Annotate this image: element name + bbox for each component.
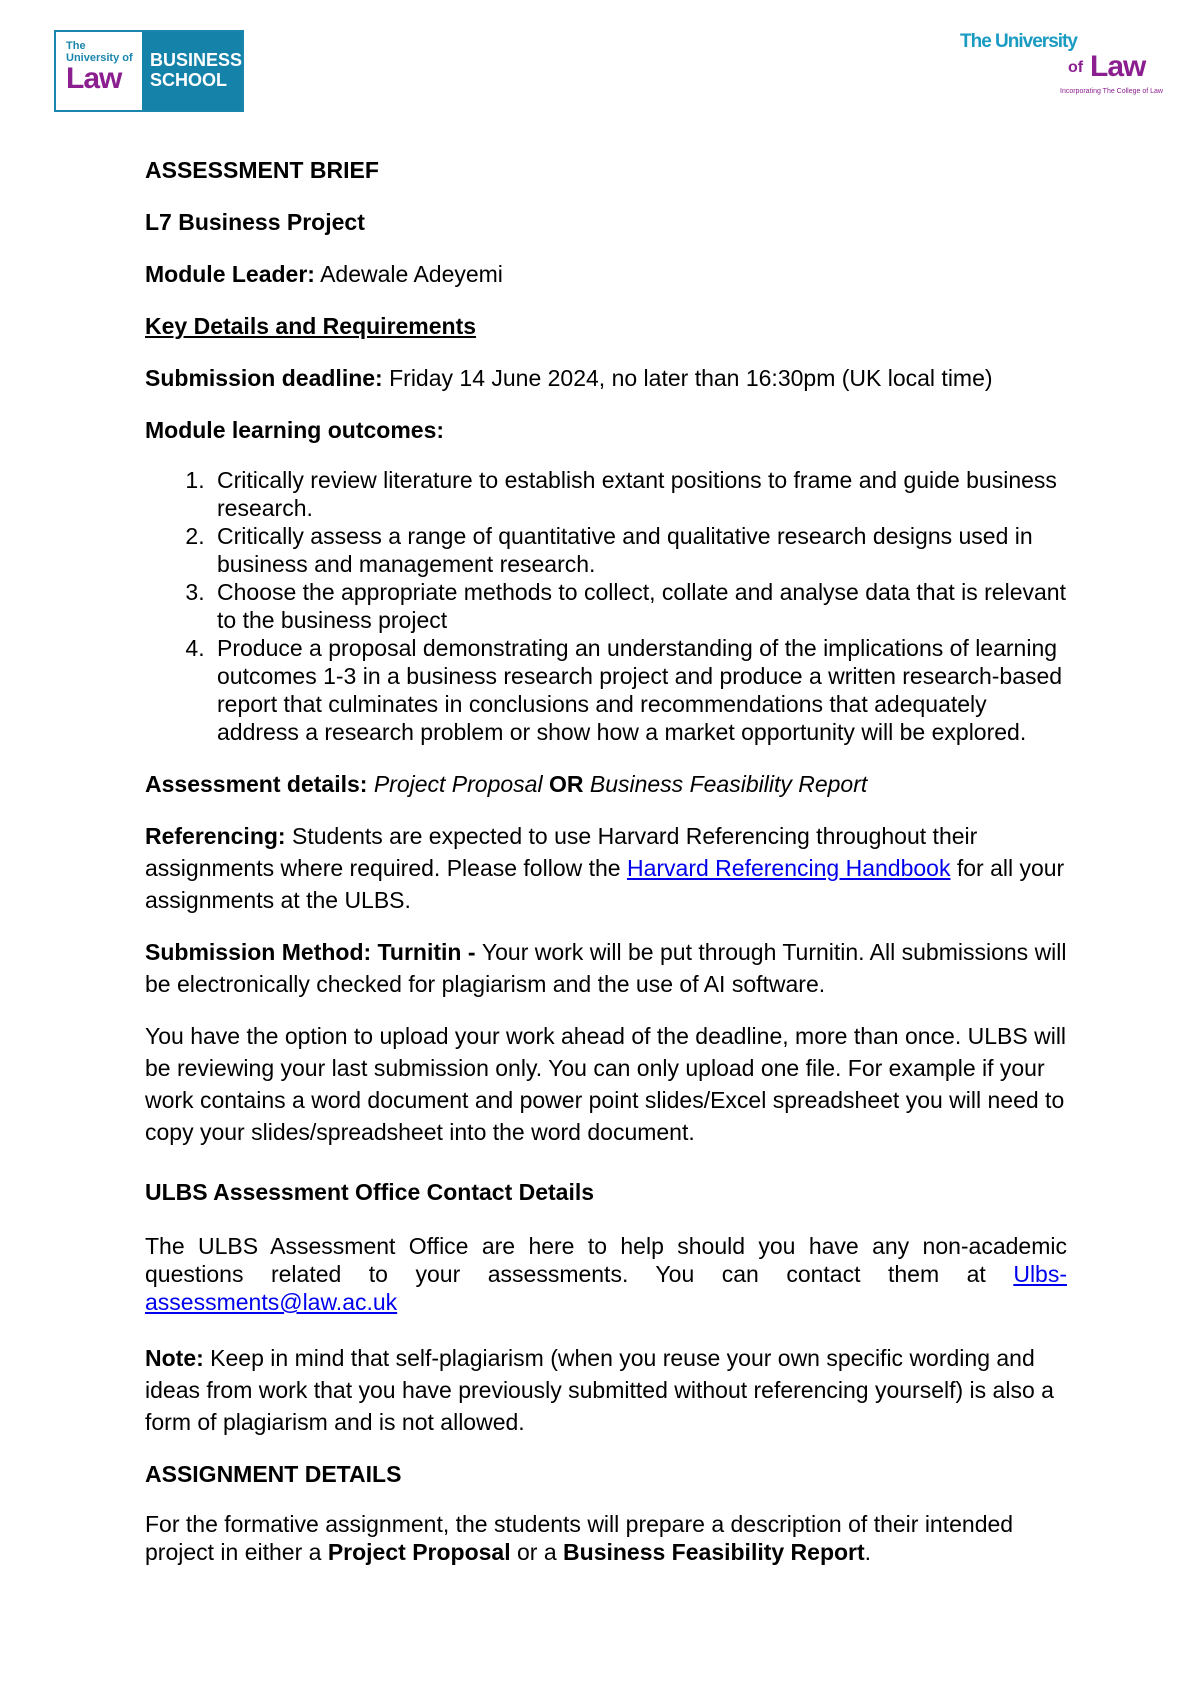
logo-text: The — [66, 40, 86, 52]
option: Business Feasibility Report — [589, 771, 868, 797]
upload-option: You have the option to upload your work ahead of the deadline, more than once. ULBS will be reviewing your last submission only. You can only upload one file. For example if your work contains a word document and power point slides/Excel spreadsheet you will need to copy your slides/spreadsheet into the word document. — [145, 1023, 1067, 1145]
assignment-text — [145, 1510, 1067, 1566]
assessment-details — [145, 768, 1067, 800]
office-contact — [145, 1232, 1067, 1316]
submission-method — [145, 936, 1067, 1000]
assignment-heading: ASSIGNMENT DETAILS — [145, 1461, 402, 1487]
label: Submission Method: Turnitin - — [145, 939, 482, 965]
list-item: 4. Produce a proposal demonstrating an understanding of the implications of learning outcomes 1-3 in a business research project and produce a written research-based report that culminates in conclusions and recommendations that adequately address a research problem or show how a market opportunity will be explored. — [211, 634, 1067, 746]
text: for all your assignments at the ULBS. — [145, 855, 1065, 913]
email-link[interactable]: Ulbs-assessments@law.ac.uk — [145, 1261, 1067, 1315]
key-details-heading: Key Details and Requirements — [145, 313, 477, 339]
label: Submission deadline: — [145, 365, 383, 391]
option: Business Feasibility Report — [563, 1539, 865, 1565]
text: For the formative assignment, the students will prepare a description of their intended project in either a — [145, 1511, 1014, 1565]
office-heading: ULBS Assessment Office Contact Details — [145, 1179, 595, 1205]
logo-text: The University — [960, 31, 1077, 52]
logo-text: BUSINESS — [149, 50, 242, 70]
module-leader — [145, 258, 1067, 290]
option: Project Proposal — [373, 771, 543, 797]
logo-text: Law — [66, 62, 122, 95]
list-item: 2. Critically assess a range of quantitative and qualitative research designs used in business and management research. — [211, 522, 1067, 578]
text: Your work will be put through Turnitin. All submissions will be electronically checked for plagiarism and the use of AI software. — [145, 939, 1067, 997]
text: . — [864, 1539, 872, 1565]
label: Assessment details: — [145, 771, 368, 797]
label: Note: — [145, 1345, 204, 1371]
logo-text: SCHOOL — [149, 70, 227, 90]
value: Friday 14 June 2024, no later than 16:30pm (UK local time) — [382, 365, 993, 391]
list-item: 1. Critically review literature to establish extant positions to frame and guide business research. — [211, 466, 1067, 522]
text: Keep in mind that self-plagiarism (when you reuse your own specific wording and ideas from work that you have previously submitted without referencing yourself) is also a form of plagiarism and is not allowed. — [145, 1345, 1054, 1435]
text: or a — [510, 1539, 564, 1565]
label: Module Leader: — [145, 261, 315, 287]
option: Project Proposal — [327, 1539, 511, 1565]
submission-deadline — [145, 362, 1067, 394]
logo-text: University of — [66, 52, 133, 64]
text: Students are expected to use Harvard Referencing throughout their assignments where required. Please follow the — [145, 823, 978, 881]
note — [145, 1342, 1067, 1438]
logo-text: of — [1068, 59, 1084, 76]
learning-outcomes-list — [145, 466, 1067, 746]
list-item: 3. Choose the appropriate methods to collect, collate and analyse data that is relevant to the business project — [211, 578, 1067, 634]
value: Adewale Adeyemi — [314, 261, 503, 287]
document-title: ASSESSMENT BRIEF — [145, 157, 379, 183]
learning-outcomes-label: Module learning outcomes: — [145, 417, 445, 443]
text: The ULBS Assessment Office are here to help should you have any non-academic questions related to your assessments. You can contact them at — [145, 1233, 1067, 1287]
module-name: L7 Business Project — [145, 209, 365, 235]
logo-text: Law — [1090, 50, 1146, 83]
logo-tagline: Incorporating The College of Law — [1060, 88, 1163, 95]
referencing — [145, 820, 1067, 916]
label: Referencing: — [145, 823, 286, 849]
or: OR — [548, 771, 584, 797]
harvard-handbook-link[interactable]: Harvard Referencing Handbook — [626, 855, 951, 881]
